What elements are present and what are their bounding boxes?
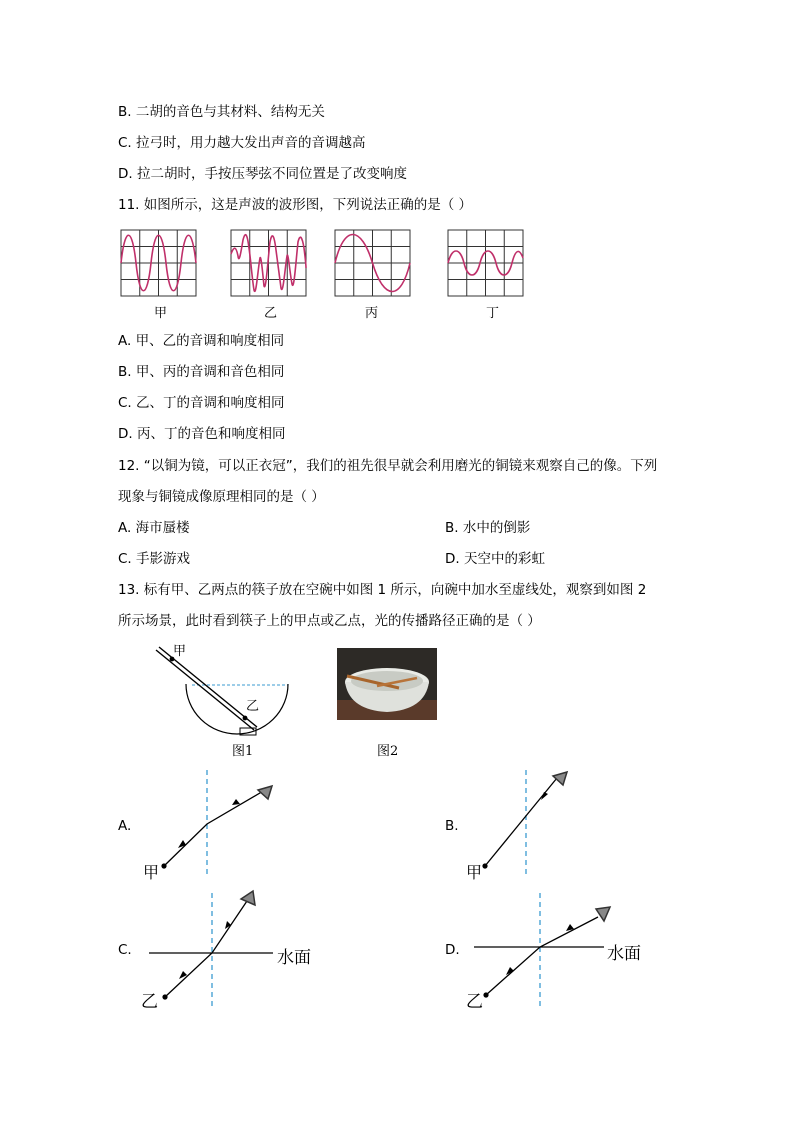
q11-option-d: D. 丙、丁的音色和响度相同 xyxy=(118,426,286,442)
q12-option-b: B. 水中的倒影 xyxy=(445,520,531,536)
q13-stem-line2: 所示场景，此时看到筷子上的甲点或乙点，光的传播路径正确的是（ ） xyxy=(118,613,541,629)
q13-option-c-label: C. xyxy=(118,942,132,958)
q13-option-a-label: A. xyxy=(118,818,132,834)
q11-stem: 11. 如图所示，这是声波的波形图，下列说法正确的是（ ） xyxy=(118,197,473,213)
option-b-point-jia: 甲 xyxy=(466,863,483,882)
q12-option-c: C. 手影游戏 xyxy=(118,551,191,567)
fig1-point-yi: 乙 xyxy=(246,699,260,714)
option-c-point-yi: 乙 xyxy=(141,992,158,1012)
q10-option-b: B. 二胡的音色与其材料、结构无关 xyxy=(118,104,325,120)
q13-stem-line1: 13. 标有甲、乙两点的筷子放在空碗中如图 1 所示，向碗中加水至虚线处，观察到如图 2 xyxy=(118,582,647,598)
q13-option-d-label: D. xyxy=(445,942,460,958)
wave-label-bing: 丙 xyxy=(365,306,379,321)
option-c-water-surface: 水面 xyxy=(277,948,311,968)
fig1-caption: 图1 xyxy=(232,744,254,759)
q13-option-b-label: B. xyxy=(445,818,459,834)
q11-option-a: A. 甲、乙的音调和响度相同 xyxy=(118,333,285,349)
q12-option-a: A. 海市蜃楼 xyxy=(118,520,190,536)
fig2-caption: 图2 xyxy=(377,744,399,759)
q11-option-b: B. 甲、丙的音调和音色相同 xyxy=(118,364,285,380)
q10-option-d: D. 拉二胡时，手按压琴弦不同位置是了改变响度 xyxy=(118,166,407,182)
option-d-water-surface: 水面 xyxy=(607,944,641,964)
waveform-figure xyxy=(118,228,538,300)
q11-option-c: C. 乙、丁的音调和响度相同 xyxy=(118,395,285,411)
q12-option-d: D. 天空中的彩虹 xyxy=(445,551,545,567)
option-c-diagram xyxy=(145,885,285,1010)
q12-stem-line2: 现象与铜镜成像原理相同的是（ ） xyxy=(118,489,325,505)
fig1-point-jia: 甲 xyxy=(173,644,187,659)
option-a-point-jia: 甲 xyxy=(143,863,160,882)
option-d-diagram xyxy=(470,885,610,1010)
figure2-photo xyxy=(337,648,437,720)
q12-stem-line1: 12. “以铜为镜，可以正衣冠”，我们的祖先很早就会利用磨光的铜镜来观察自己的像。下列 xyxy=(118,458,658,474)
wave-label-ding: 丁 xyxy=(486,306,500,321)
wave-label-yi: 乙 xyxy=(264,306,278,321)
option-a-diagram xyxy=(140,768,290,883)
option-d-point-yi: 乙 xyxy=(466,992,483,1012)
q10-option-c: C. 拉弓时，用力越大发出声音的音调越高 xyxy=(118,135,366,151)
wave-label-jia: 甲 xyxy=(154,306,168,321)
option-b-diagram xyxy=(465,768,605,883)
